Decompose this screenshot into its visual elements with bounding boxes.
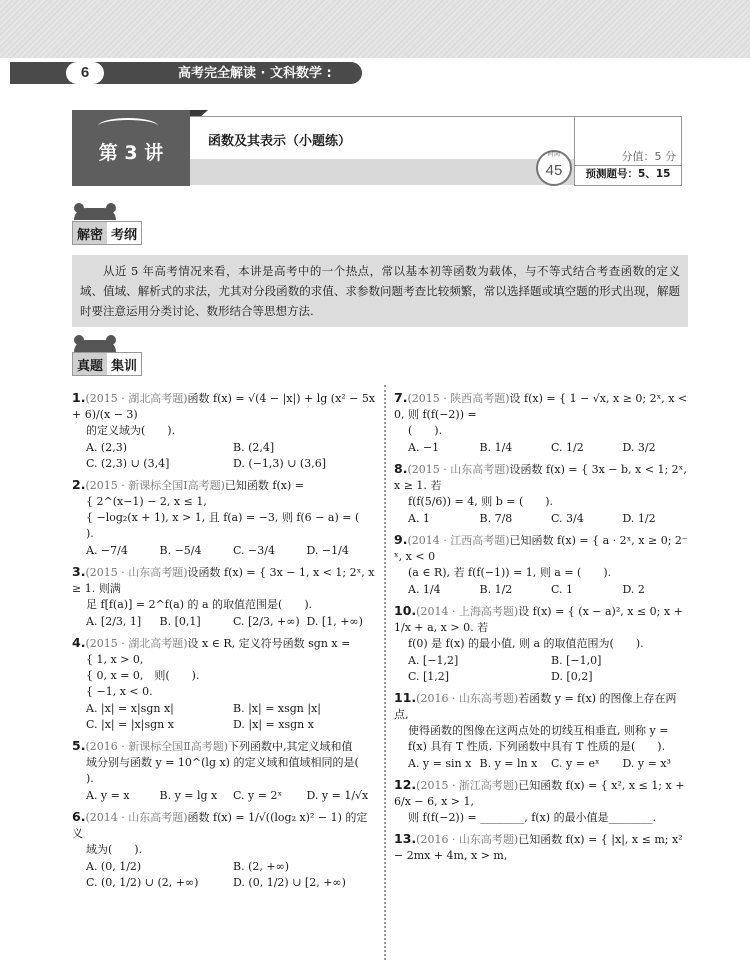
question-number: 3. — [72, 564, 86, 579]
question-stem-line — [72, 809, 376, 842]
bear-icon — [74, 340, 116, 352]
tag-part-b: 考纲 — [107, 222, 141, 244]
answer-options — [394, 756, 690, 772]
top-band — [0, 0, 750, 58]
answer-option: D. −1/4 — [306, 544, 349, 557]
question-stem-line — [72, 842, 376, 858]
tag-part-b: 集训 — [107, 353, 141, 375]
answer-option: D. 1/2 — [622, 512, 656, 525]
question-stem-line — [72, 564, 376, 597]
answer-option: B. y = lg x — [159, 789, 218, 802]
answer-option: C. (2,3) ∪ (3,4] — [86, 457, 170, 470]
chapter-label: 第 3 讲 — [98, 142, 164, 164]
answer-option: D. 3/2 — [622, 441, 656, 454]
question-number: 5. — [72, 738, 86, 753]
answer-option: D. [0,2] — [551, 670, 593, 683]
answer-option: A. (0, 1/2) — [86, 860, 142, 873]
question-text: { 0, x = 0, 则( ). — [86, 669, 200, 682]
answer-option: C. [1,2] — [408, 670, 450, 683]
question-stem-line — [394, 810, 690, 826]
chapter-arc-decoration — [98, 118, 158, 134]
question-stem-line — [394, 565, 690, 581]
question-number: 6. — [72, 809, 86, 824]
question-text: 使得函数的图像在这两点处的切线互相垂直, 则称 y = — [408, 724, 669, 737]
answer-option: C. y = 2ˣ — [233, 789, 283, 802]
question-stem-line — [394, 423, 690, 439]
answer-options — [72, 614, 376, 630]
answer-option: D. y = 1/√x — [306, 789, 369, 802]
answer-option: C. y = eˣ — [551, 757, 600, 770]
question-text: ( ). — [408, 424, 443, 437]
question-source: (2016 · 山东高考题) — [416, 692, 519, 705]
question-source: (2015 · 湖北高考题) — [85, 392, 188, 405]
answer-option: D. (0, 1/2) ∪ [2, +∞) — [233, 876, 346, 889]
question-number: 8. — [394, 461, 408, 476]
answer-option: A. [−1,2] — [408, 654, 459, 667]
question-stem-line — [394, 723, 690, 739]
answer-option: B. [0,1] — [159, 615, 201, 628]
question-source: (2015 · 浙江高考题) — [416, 779, 519, 792]
answer-option: A. −7/4 — [86, 544, 128, 557]
question-text: 已知函数 f(x) = — [224, 479, 304, 492]
question-stem-line — [72, 738, 376, 755]
question — [394, 690, 690, 772]
question-text: f(0) 是 f(x) 的最小值, 则 a 的取值范围为( ). — [408, 637, 644, 650]
question — [72, 738, 381, 804]
question-stem-line — [394, 390, 690, 423]
question — [394, 777, 690, 826]
section-tag-past-questions — [72, 352, 142, 376]
question-text: 设 f(x) = { (x − a)², x ≤ 0; x + 1/x + a, x > 0. 若 — [394, 605, 683, 634]
question-stem-line — [394, 532, 690, 565]
answer-option: B. 7/8 — [479, 512, 513, 525]
question-number: 12. — [394, 777, 417, 792]
question-text: 函数 f(x) = √(4 − |x|) + lg (x² − 5x + 6)/(x − 3) — [72, 392, 376, 421]
chapter-gray-strip — [190, 159, 574, 185]
answer-option: C. 1/2 — [551, 441, 584, 454]
question-text: { −log₂(x + 1), x > 1, 且 f(a) = −3, 则 f(6 − a) = ( ). — [86, 511, 382, 540]
question-text: 函数 f(x) = 1/√((log₂ x)² − 1) 的定义 — [72, 811, 368, 840]
answer-options — [394, 653, 690, 685]
question-text: 足 f[f(a)] = 2^f(a) 的 a 的取值范围是( ). — [86, 598, 313, 611]
answer-option: B. |x| = xsgn |x| — [233, 702, 321, 715]
tag-part-a: 解密 — [73, 222, 107, 244]
answer-options — [394, 440, 690, 456]
question-text: f(f(5/6)) = 4, 则 b = ( ). — [408, 495, 554, 508]
question-text: (a ∈ R), 若 f(f(−1)) = 1, 则 a = ( ). — [408, 566, 612, 579]
question-text: 设 x ∈ R, 定义符号函数 sgn x = — [187, 637, 351, 650]
answer-option: C. 1 — [551, 583, 574, 596]
answer-options — [72, 543, 376, 559]
question — [394, 603, 690, 685]
question-stem-line — [72, 597, 376, 613]
question-text: { 1, x > 0, — [86, 653, 144, 666]
answer-options — [394, 511, 690, 527]
answer-option: B. (2,4] — [233, 441, 275, 454]
answer-option: B. y = ln x — [479, 757, 538, 770]
question — [72, 564, 376, 630]
question-text: 已知函数 f(x) = { x², x ≤ 1; x + 6/x − 6, x > 1, — [394, 779, 685, 808]
question — [394, 390, 690, 456]
question-stem-line — [72, 635, 376, 652]
question-stem-line — [72, 684, 376, 700]
answer-option: A. |x| = x|sgn x| — [86, 702, 174, 715]
question-stem-line — [394, 461, 690, 494]
answer-options — [72, 701, 376, 733]
question-text: 则 f(f(−2)) = ________, f(x) 的最小值是________. — [408, 811, 657, 824]
question-text: 域分别与函数 y = 10^(lg x) 的定义域和值域相同的是( ). — [86, 756, 381, 785]
question-number: 11. — [394, 690, 417, 705]
question-text: 的定义域为( ). — [86, 424, 176, 437]
question-source: (2015 · 湖北高考题) — [85, 637, 188, 650]
chapter-title: 函数及其表示（小题练） — [208, 134, 352, 149]
question-stem-line — [72, 423, 376, 439]
answer-options — [72, 440, 376, 472]
question-number: 9. — [394, 532, 408, 547]
question-stem-line — [72, 652, 376, 668]
question-source: (2015 · 陕西高考题) — [407, 392, 510, 405]
answer-option: B. 1/4 — [479, 441, 513, 454]
answer-option: B. (2, +∞) — [233, 860, 290, 873]
answer-option: A. 1/4 — [408, 583, 441, 596]
score-label: 分值：5 分 — [621, 150, 676, 163]
answer-option: C. −3/4 — [233, 544, 275, 557]
column-divider — [384, 385, 386, 960]
question-text: 已知函数 f(x) = { a · 2ˣ, x ≥ 0; 2⁻ˣ, x < 0 — [394, 534, 688, 563]
tag-part-a: 真题 — [73, 353, 107, 375]
question-number: 7. — [394, 390, 408, 405]
answer-option: A. (2,3) — [86, 441, 128, 454]
question-stem-line — [394, 636, 690, 652]
question-source: (2016 · 山东高考题) — [416, 833, 519, 846]
answer-options — [72, 859, 376, 891]
question-stem-line — [394, 777, 690, 810]
question-text: 域为( ). — [86, 843, 143, 856]
question — [394, 831, 690, 864]
clock-label: 时间 — [547, 152, 560, 158]
question — [394, 532, 690, 598]
answer-option: C. [2/3, +∞) — [233, 615, 300, 628]
question-stem-line — [72, 668, 376, 684]
question-text: 下列函数中,其定义域和值 — [228, 740, 353, 753]
question-source: (2014 · 山东高考题) — [85, 811, 188, 824]
answer-option: A. [2/3, 1] — [86, 615, 142, 628]
question-stem-line — [72, 494, 376, 510]
question-stem-line — [72, 755, 381, 787]
answer-option: A. y = x — [86, 789, 130, 802]
answer-option: D. (−1,3) ∪ (3,6] — [233, 457, 327, 470]
question — [72, 477, 382, 559]
page-number: 6 — [66, 62, 104, 84]
question-number: 2. — [72, 477, 86, 492]
answer-option: D. [1, +∞) — [306, 615, 363, 628]
question-stem-line — [394, 603, 690, 636]
question-text: 若函数 y = f(x) 的图像上存在两点, — [394, 692, 677, 721]
answer-option: B. [−1,0] — [551, 654, 602, 667]
question-text: 设函数 f(x) = { 3x − 1, x < 1; 2ˣ, x ≥ 1. 则满 — [72, 566, 375, 595]
question-number: 4. — [72, 635, 86, 650]
answer-option: B. 1/2 — [479, 583, 513, 596]
question-stem-line — [394, 494, 690, 510]
outline-paragraph: 从近 5 年高考情况来看，本讲是高考中的一个热点，常以基本初等函数为载体，与不等式结合考查函数的定义域、值域、解析式的求法，尤其对分段函数的求值、求参数问题考查比较频繁，常以选择题或填空题的形式出现，解题时要注意运用分类讨论、数形结合等思想方法. — [72, 255, 688, 327]
question-column-left — [72, 390, 382, 896]
question-number: 1. — [72, 390, 86, 405]
question-text: 已知函数 f(x) = { |x|, x ≤ m; x² − 2mx + 4m, x > m, — [394, 833, 683, 862]
answer-option: C. 3/4 — [551, 512, 584, 525]
section-tag-exam-outline — [72, 221, 142, 245]
alarm-clock-icon — [536, 150, 572, 186]
answer-option: A. −1 — [408, 441, 440, 454]
question-stem-line — [394, 690, 690, 723]
question-source: (2016 · 新课标全国Ⅱ高考题) — [85, 740, 228, 753]
answer-option: A. y = sin x — [408, 757, 472, 770]
question — [394, 461, 690, 527]
answer-option: B. −5/4 — [159, 544, 202, 557]
question-text: { −1, x < 0. — [86, 685, 153, 698]
question-stem-line — [72, 510, 382, 542]
question-source: (2015 · 新课标全国Ⅰ高考题) — [85, 479, 225, 492]
question-source: (2015 · 山东高考题) — [407, 463, 510, 476]
question-stem-line — [394, 831, 690, 864]
answer-option: D. 2 — [622, 583, 645, 596]
question-stem-line — [72, 390, 376, 423]
question-text: 设 f(x) = { 1 − √x, x ≥ 0; 2ˣ, x < 0, 则 f(f(−2)) = — [394, 392, 688, 421]
answer-option: C. (0, 1/2) ∪ (2, +∞) — [86, 876, 199, 889]
answer-option: C. |x| = |x|sgn x — [86, 718, 174, 731]
question-number: 13. — [394, 831, 417, 846]
bear-icon — [74, 208, 116, 220]
answer-option: D. |x| = xsgn x — [233, 718, 314, 731]
question-stem-line — [394, 739, 690, 755]
book-title: 高考完全解读 · 文科数学 : — [178, 66, 332, 81]
predicted-questions: 预测题号：5、15 — [575, 165, 681, 186]
answer-options — [394, 582, 690, 598]
question-text: f(x) 具有 T 性质. 下列函数中具有 T 性质的是( ). — [408, 740, 666, 753]
answer-options — [72, 788, 376, 804]
question-number: 10. — [394, 603, 417, 618]
answer-option: D. y = x³ — [622, 757, 671, 770]
question-source: (2014 · 江西高考题) — [407, 534, 510, 547]
question-text: 设函数 f(x) = { 3x − b, x < 1; 2ˣ, x ≥ 1. 若 — [394, 463, 687, 492]
question-source: (2015 · 山东高考题) — [85, 566, 188, 579]
question-text: { 2^(x−1) − 2, x ≤ 1, — [86, 495, 207, 508]
question — [72, 390, 376, 472]
answer-option: A. 1 — [408, 512, 430, 525]
question-source: (2014 · 上海高考题) — [416, 605, 519, 618]
question — [72, 635, 376, 733]
question — [72, 809, 376, 891]
clock-minutes: 45 — [545, 162, 563, 179]
question-stem-line — [72, 477, 376, 494]
question-column-right — [394, 390, 690, 869]
